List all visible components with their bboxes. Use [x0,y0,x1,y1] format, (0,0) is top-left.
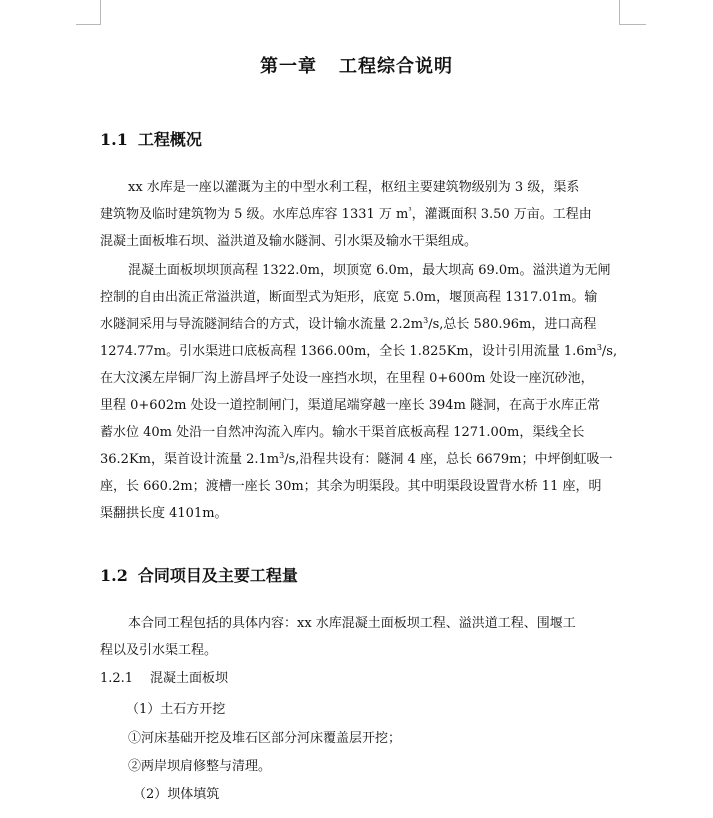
text-line: 36.2Km，渠首设计流量 $2.1m^3/s$,沿程共设有：隧洞 4 座，总长 6679m；中坪倒虹吸一 [100,451,613,467]
text-line: 里程 0+602m 处设一道控制闸门，渠道尾端穿越一座长 394m 隧洞，在高于水库正常 [100,398,600,413]
text-line: xx 水库是一座以灌溉为主的中型水利工程，枢纽主要建筑物级别为 3 级，渠系 [128,180,580,195]
text-line: 座，长 660.2m；渡槽一座长 30m；其余为明渠段。其中明渠段设置背水桥 11 座，明 [100,479,602,494]
subsection-heading-1-2-1 [100,667,228,686]
section-heading-1-1 [100,127,202,150]
crop-mark-top-right [619,0,646,25]
crop-mark-top-left [76,0,101,25]
list-item-dam-filling: （2）坝体填筑 [133,787,220,802]
text-line: 1274.77m。引水渠进口底板高程 1366.00m，全长 1.825Km，设计引用流量 $1.6m^3/s$, [100,343,618,359]
text-line: 渠翻拱长度 4101m。 [100,506,228,521]
list-item-riverbed-excavation: ①河床基础开挖及堆石区部分河床覆盖层开挖； [128,731,402,746]
text-line: 程以及引水渠工程。 [100,643,218,658]
chapter-number: 第一章 [260,56,317,77]
text-line: 混凝土面板堆石坝、溢洪道及输水隧洞、引水渠及输水干渠组成。 [100,234,478,249]
text-line: 本合同工程包括的具体内容：xx 水库混凝土面板坝工程、溢洪道工程、围堰工 [128,616,576,631]
chapter-title [0,52,713,78]
text-line: 混凝土面板坝坝顶高程 1322.0m，坝顶宽 6.0m，最大坝高 69.0m。溢洪道为无闸 [128,263,611,278]
section-title: 合同项目及主要工程量 [137,566,298,585]
section-number: 1.2 [100,566,128,585]
paragraph-contract-scope [100,610,624,664]
text-line: 水隧洞采用与导流隧洞结合的方式，设计输水流量 $2.2m^3/s$,总长 580.96m，进口高程 [100,316,597,332]
section-heading-1-2 [100,563,298,586]
paragraph-overview-2 [100,257,624,527]
list-item-abutment-trimming: ②两岸坝肩修整与清理。 [128,759,272,774]
text-line: 控制的自由出流正常溢洪道，断面型式为矩形，底宽 5.0m，堰顶高程 1317.01m。输 [100,290,598,305]
section-title: 工程概况 [137,130,202,149]
text-line: 在大汶溪左岸铜厂沟上游昌坪子处设一座挡水坝，在里程 0+600m 处设一座沉砂池， [100,371,594,386]
text-line: 蓄水位 40m 处沿一自然冲沟流入库内。输水干渠首底板高程 1271.00m，渠线全长 [100,425,585,440]
list-item-earthwork: （1）土石方开挖 [126,702,226,717]
paragraph-overview-1 [100,174,624,255]
text-line: 建筑物及临时建筑物为 5 级。水库总库容 1331 万 $m^{^3}$，灌溉面积 3.50 万亩。工程由 [100,206,592,222]
subsection-title: 混凝土面板坝 [150,671,229,686]
section-number: 1.1 [100,130,128,149]
chapter-heading: 工程综合说明 [339,56,453,77]
subsection-number: 1.2.1 [100,671,134,686]
